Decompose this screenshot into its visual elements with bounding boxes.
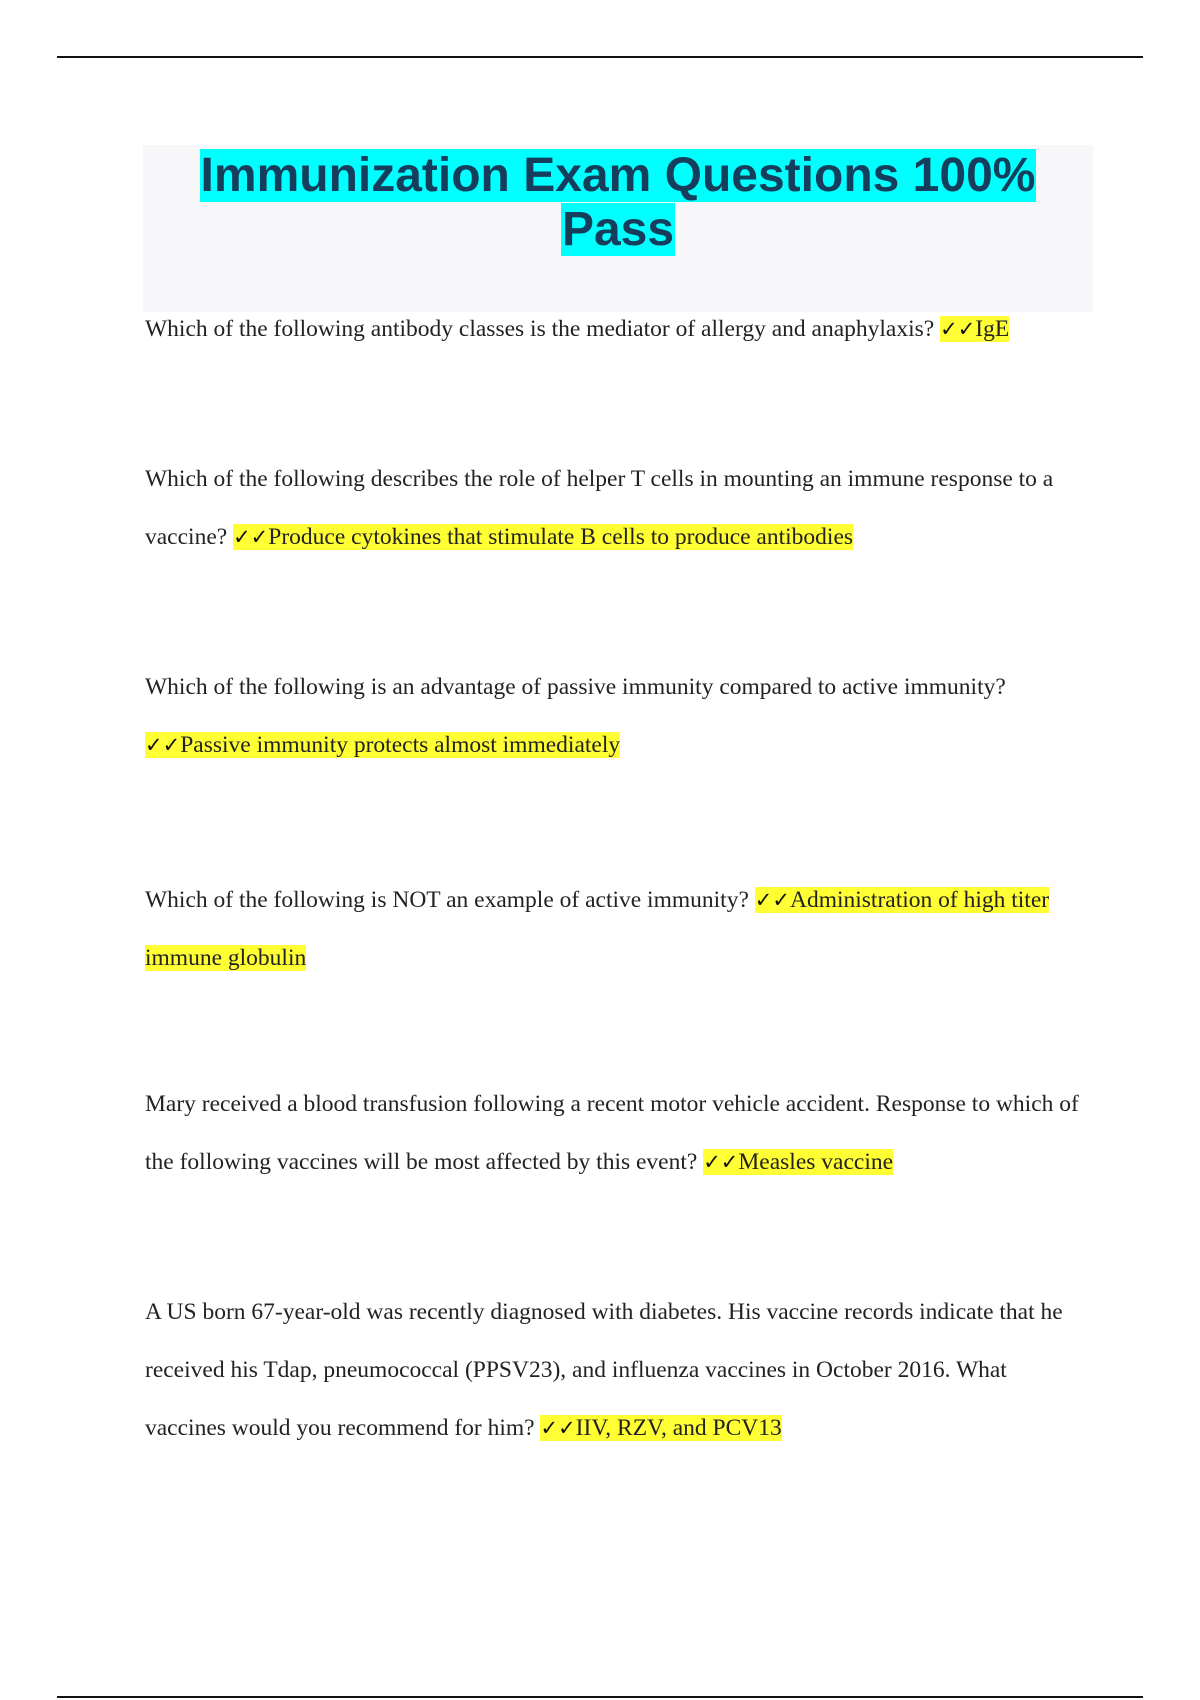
- double-check-icon: ✓✓: [233, 525, 269, 549]
- double-check-icon: ✓✓: [703, 1150, 739, 1174]
- answer-text: Measles vaccine: [738, 1149, 894, 1175]
- double-check-icon: ✓✓: [145, 733, 181, 757]
- answer-text: Administration of high titer immune globulin: [145, 887, 1050, 971]
- answer-text: IgE: [975, 316, 1010, 342]
- qa-item-2: [145, 450, 1085, 566]
- qa-item-6: [145, 1283, 1085, 1457]
- page-title: [143, 145, 1093, 257]
- page-title-text: Immunization Exam Questions 100% Pass: [200, 149, 1036, 256]
- answer-text: Produce cytokines that stimulate B cells to produce antibodies: [268, 524, 854, 550]
- qa-item-5: [145, 1075, 1085, 1191]
- double-check-icon: ✓✓: [540, 1416, 576, 1440]
- question-text: Which of the following describes the role of helper T cells in mounting an immune response to a vaccine?: [145, 466, 1054, 550]
- answer-highlight: [233, 524, 853, 550]
- answer-highlight: [540, 1415, 781, 1441]
- answer-highlight: [940, 316, 1009, 342]
- question-text: Which of the following antibody classes is the mediator of allergy and anaphylaxis?: [145, 316, 935, 342]
- question-text: Mary received a blood transfusion following a recent motor vehicle accident. Response to which of the following vaccines will be most affected by this event?: [145, 1091, 1079, 1175]
- double-check-icon: ✓✓: [940, 317, 976, 341]
- answer-text: Passive immunity protects almost immediately: [180, 732, 621, 758]
- qa-item-4: [145, 871, 1085, 987]
- answer-highlight: [145, 732, 620, 758]
- question-text: Which of the following is NOT an example of active immunity?: [145, 887, 749, 913]
- answer-text: IIV, RZV, and PCV13: [575, 1415, 782, 1441]
- question-text: A US born 67-year-old was recently diagnosed with diabetes. His vaccine records indicate that he received his Tdap, pneumococcal (PPSV23), and influenza vaccines in October 2016. What vaccines would you recommend for him?: [145, 1299, 1063, 1441]
- title-banner: [143, 145, 1093, 312]
- qa-item-1: [145, 300, 1085, 358]
- bottom-rule: [57, 1696, 1143, 1698]
- qa-item-3: [145, 658, 1085, 774]
- question-text: Which of the following is an advantage of passive immunity compared to active immunity?: [145, 674, 1006, 700]
- double-check-icon: ✓✓: [754, 888, 790, 912]
- answer-highlight: [703, 1149, 893, 1175]
- top-rule: [57, 56, 1143, 58]
